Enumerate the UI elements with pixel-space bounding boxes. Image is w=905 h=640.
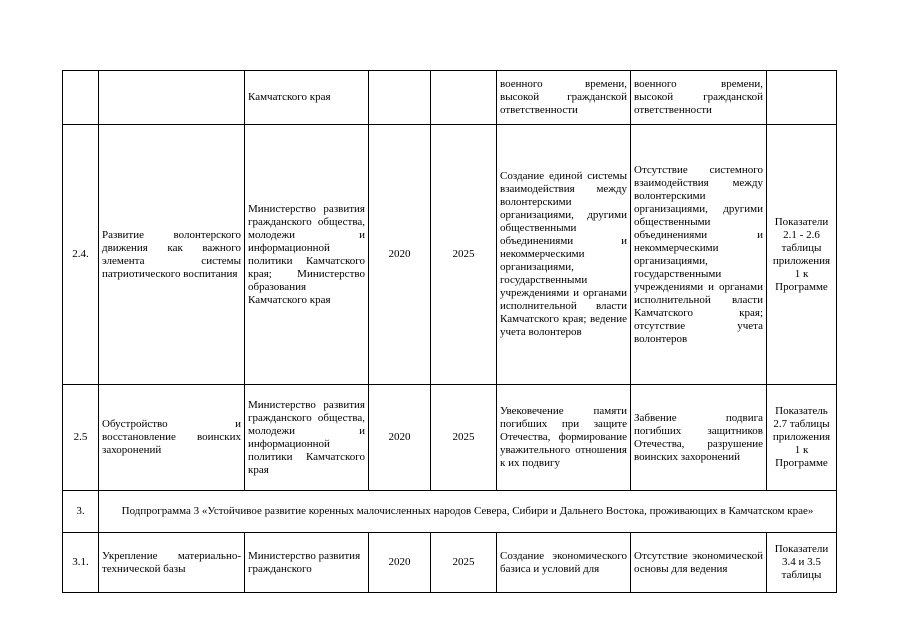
cell-end-year: 2025 bbox=[431, 385, 497, 491]
cell-executor: Министерство развития гражданского общества, молодежи и информационной политики Камчатского края bbox=[245, 385, 369, 491]
cell-start-year: 2020 bbox=[369, 125, 431, 385]
cell-executor: Министерство развития гражданского общества, молодежи и информационной политики Камчатского края; Министерство образования Камчатского края bbox=[245, 125, 369, 385]
cell-expected-result: Создание экономического базиса и условий для bbox=[497, 533, 631, 593]
cell-indicator: Показатели 2.1 - 2.6 таблицы приложения 1 к Программе bbox=[767, 125, 837, 385]
cell-number: 3. bbox=[63, 491, 99, 533]
program-measures-table bbox=[62, 70, 837, 593]
cell-number: 2.5 bbox=[63, 385, 99, 491]
cell-measure-name: Укрепление материально-технической базы bbox=[99, 533, 245, 593]
cell-executor: Министерство развития гражданского bbox=[245, 533, 369, 593]
cell-start-year bbox=[369, 71, 431, 125]
cell-expected-result: военного времени, высокой гражданской ответственности bbox=[497, 71, 631, 125]
subprogram-title: Подпрограмма 3 «Устойчивое развитие коренных малочисленных народов Севера, Сибири и Дальнего Востока, проживающих в Камчатском крае» bbox=[99, 491, 837, 533]
cell-expected-result: Увековечение памяти погибших при защите Отечества, формирование уважительного отношения к их подвигу bbox=[497, 385, 631, 491]
cell-executor: Камчатского края bbox=[245, 71, 369, 125]
table-row-continued bbox=[63, 71, 837, 125]
table-row-subprogram-3 bbox=[63, 491, 837, 533]
cell-expected-result: Создание единой системы взаимодействия между волонтерскими организациями, другими общественными объединениями и некоммерческими организациями, государственными учреждениями и органами исполнительной власти Камчатского края; ведение учета волонтеров bbox=[497, 125, 631, 385]
cell-end-year: 2025 bbox=[431, 533, 497, 593]
cell-number bbox=[63, 71, 99, 125]
cell-indicator: Показатели 3.4 и 3.5 таблицы bbox=[767, 533, 837, 593]
cell-measure-name bbox=[99, 71, 245, 125]
cell-end-year: 2025 bbox=[431, 125, 497, 385]
cell-consequence: Забвение подвига погибших защитников Отечества, разрушение воинских захоронений bbox=[631, 385, 767, 491]
table-row-2-5 bbox=[63, 385, 837, 491]
cell-measure-name: Развитие волонтерского движения как важного элемента системы патриотического воспитания bbox=[99, 125, 245, 385]
cell-consequence: военного времени, высокой гражданской ответственности bbox=[631, 71, 767, 125]
cell-end-year bbox=[431, 71, 497, 125]
table-row-2-4 bbox=[63, 125, 837, 385]
cell-consequence: Отсутствие системного взаимодействия между волонтерскими организациями, другими общественными объединениями и некоммерческими организациями, государственными учреждениями и органами исполнительной власти Камчатского края; отсутствие учета волонтеров bbox=[631, 125, 767, 385]
cell-number: 3.1. bbox=[63, 533, 99, 593]
cell-number: 2.4. bbox=[63, 125, 99, 385]
table-row-3-1 bbox=[63, 533, 837, 593]
cell-measure-name: Обустройство и восстановление воинских захоронений bbox=[99, 385, 245, 491]
cell-start-year: 2020 bbox=[369, 533, 431, 593]
cell-indicator bbox=[767, 71, 837, 125]
cell-indicator: Показатель 2.7 таблицы приложения 1 к Программе bbox=[767, 385, 837, 491]
cell-start-year: 2020 bbox=[369, 385, 431, 491]
cell-consequence: Отсутствие экономической основы для ведения bbox=[631, 533, 767, 593]
